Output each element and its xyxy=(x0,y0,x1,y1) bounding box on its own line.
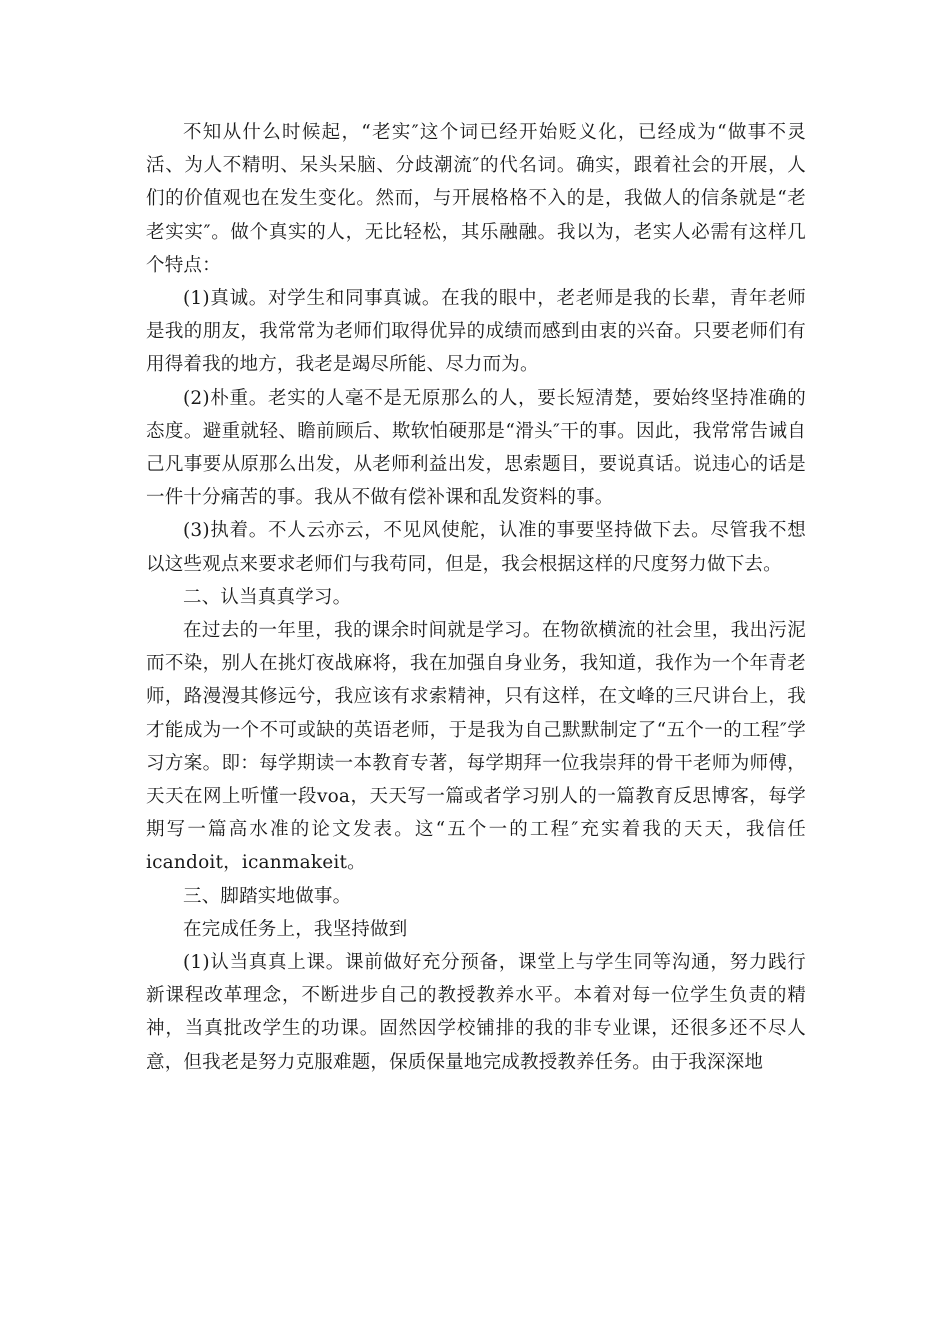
paragraph-persistence: (3)执着。不人云亦云，不见风使舵，认准的事要坚持做下去。尽管我不想以这些观点来要求老师们与我苟同，但是，我会根据这样的尺度努力做下去。 xyxy=(146,520,806,575)
paragraph-teaching: (1)认当真真上课。课前做好充分预备，课堂上与学生同等沟通，努力践行新课程改革理念，不断进步自己的教授教养水平。本着对每一位学生负责的精神，当真批改学生的功课。固然因学校铺排的我的非专业课，还很多还不尽人意，但我老是努力克服难题，保质保量地完成教授教养任务。由于我深深地 xyxy=(146,952,806,1073)
section-heading-study: 二、认当真真学习。 xyxy=(183,586,352,608)
document-body xyxy=(146,116,806,1079)
paragraph-work-intro: 在完成任务上，我坚持做到 xyxy=(183,918,408,940)
section-heading-work: 三、脚踏实地做事。 xyxy=(183,885,352,907)
paragraph-intro: 不知从什么时候起，“老实″这个词已经开始贬义化，已经成为“做事不灵活、为人不精明、呆头呆脑、分歧潮流″的代名词。确实，跟着社会的开展，人们的价值观也在发生变化。然而，与开展格格不入的是，我做人的信条就是“老老实实″。做个真实的人，无比轻松，其乐融融。我以为，老实人必需有这样几个特点： xyxy=(146,122,806,276)
paragraph-integrity: (2)朴重。老实的人毫不是无原那么的人，要长短清楚，要始终坚持准确的态度。避重就轻、瞻前顾后、欺软怕硬那是“滑头″干的事。因此，我常常告诫自己凡事要从原那么出发，从老师利益出发，思索题目，要说真话。说违心的话是一件十分痛苦的事。我从不做有偿补课和乱发资料的事。 xyxy=(146,387,806,509)
paragraph-sincerity: (1)真诚。对学生和同事真诚。在我的眼中，老老师是我的长辈，青年老师是我的朋友，我常常为老师们取得优异的成绩而感到由衷的兴奋。只要老师们有用得着我的地方，我老是竭尽所能、尽力而为。 xyxy=(146,288,806,376)
paragraph-study: 在过去的一年里，我的课余时间就是学习。在物欲横流的社会里，我出污泥而不染，别人在挑灯夜战麻将，我在加强自身业务，我知道，我作为一个年青老师，路漫漫其修远兮，我应该有求索精神，只有这样，在文峰的三尺讲台上，我才能成为一个不可或缺的英语老师，于是我为自己默默制定了“五个一的工程″学习方案。即：每学期读一本教育专著，每学期拜一位我崇拜的骨干老师为师傅，天天在网上听懂一段voa，天天写一篇或者学习别人的一篇教育反思博客，每学期写一篇高水准的论文发表。这“五个一的工程″充实着我的天天，我信任icandoit，icanmakeit。 xyxy=(146,620,806,874)
